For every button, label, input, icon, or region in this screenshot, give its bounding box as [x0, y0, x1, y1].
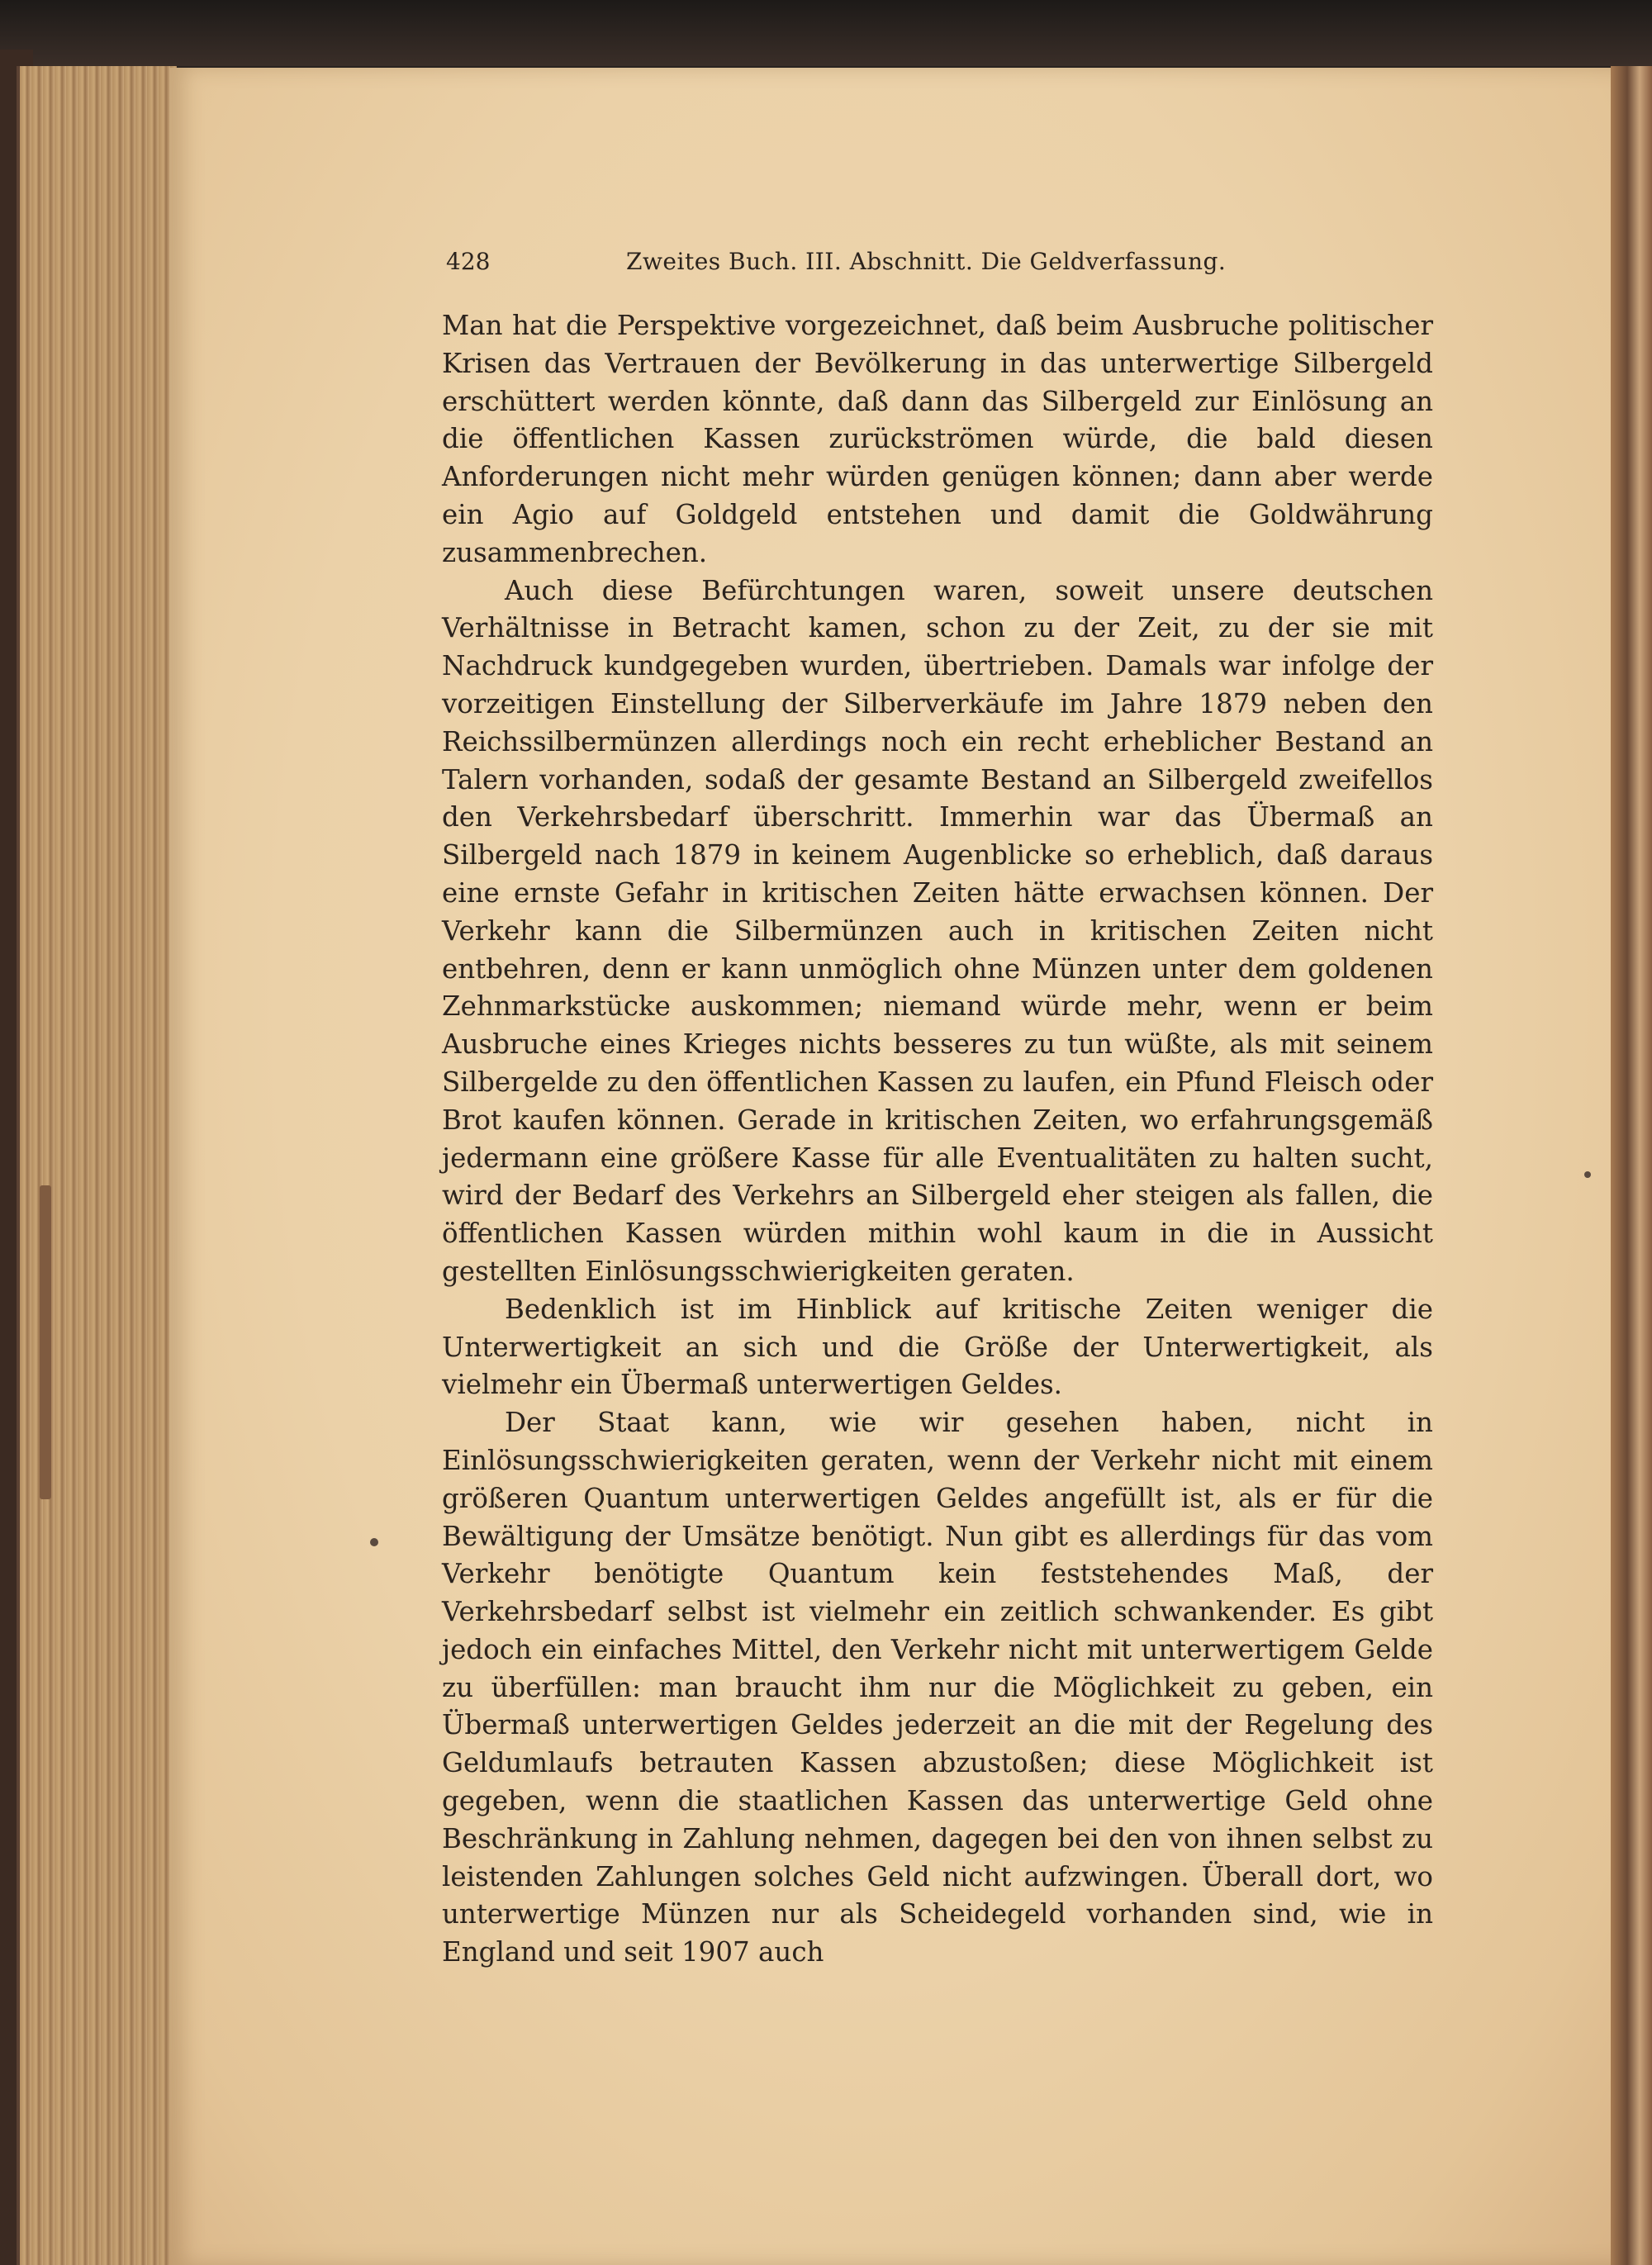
page-header: [446, 248, 1520, 284]
paragraph: Der Staat kann, wie wir gesehen haben, nicht in Einlösungsschwierigkeiten geraten, wenn der Verkehr nicht mit einem größeren Quantum unterwertigen Geldes angefüllt ist, als er für die Bewältigung der Umsätze benötigt. Nun gibt es allerdings für das vom Verkehr benötigte Quantum kein feststehendes Maß, der Verkehrsbedarf selbst ist vielmehr ein zeitlich schwankender. Es gibt jedoch ein einfaches Mittel, den Verkehr nicht mit unterwertigem Gelde zu überfüllen: man braucht ihm nur die Möglichkeit zu geben, ein Übermaß unterwertigen Geldes jederzeit an die mit der Regelung des Geldumlaufs betrauten Kassen abzustoßen; diese Möglichkeit ist gegeben, wenn die staatlichen Kassen das unterwertige Geld ohne Beschränkung in Zahlung nehmen, dagegen bei den von ihnen selbst zu leistenden Zahlungen solches Geld nicht aufzwingen. Überall dort, wo unterwertige Münzen nur als Scheidegeld vorhanden sind, wie in England und seit 1907 auch: [442, 1407, 1433, 1968]
page-stack-edge: [17, 66, 177, 2265]
book-cover-top-edge: [0, 0, 1652, 66]
binding-tab: [40, 1185, 51, 1499]
page-number: 428: [446, 248, 491, 275]
ink-speck: [1584, 1171, 1591, 1178]
ink-speck: [370, 1538, 378, 1546]
book-gutter: [1611, 66, 1652, 2265]
running-head: Zweites Buch. III. Abschnitt. Die Geldverfassung.: [626, 248, 1227, 275]
body-text: [442, 307, 1433, 1972]
paragraph: Auch diese Befürchtungen waren, soweit unsere deutschen Verhältnisse in Betracht kamen, schon zu der Zeit, zu der sie mit Nachdruck kundgegeben wurden, übertrieben. Damals war infolge der vorzeitigen Einstellung der Silberverkäufe im Jahre 1879 neben den Reichssilbermünzen allerdings noch ein recht erheblicher Bestand an Talern vorhanden, sodaß der gesamte Bestand an Silbergeld zweifellos den Verkehrsbedarf überschritt. Immerhin war das Übermaß an Silbergeld nach 1879 in keinem Augenblicke so erheblich, daß daraus eine ernste Gefahr in kritischen Zeiten hätte erwachsen können. Der Verkehr kann die Silbermünzen auch in kritischen Zeiten nicht entbehren, denn er kann unmöglich ohne Münzen unter dem goldenen Zehnmarkstücke auskommen; niemand würde mehr, wenn er beim Ausbruche eines Krieges nichts besseres zu tun wüßte, als mit seinem Silbergelde zu den öffentlichen Kassen zu laufen, ein Pfund Fleisch oder Brot kaufen können. Gerade in kritischen Zeiten, wo erfahrungsgemäß jedermann eine größere Kasse für alle Eventualitäten zu halten sucht, wird der Bedarf des Verkehrs an Silbergeld eher steigen als fallen, die öffentlichen Kassen würden mithin wohl kaum in die in Aussicht gestellten Einlösungsschwierigkeiten geraten.: [442, 574, 1433, 1287]
paragraph: Man hat die Perspektive vorgezeichnet, daß beim Ausbruche politischer Krisen das Vertrauen der Bevölkerung in das unterwertige Silbergeld erschüttert werden könnte, daß dann das Silbergeld zur Einlösung an die öffentlichen Kassen zurückströmen würde, die bald diesen Anforderungen nicht mehr würden genügen können; dann aber werde ein Agio auf Goldgeld entstehen und damit die Goldwährung zusammenbrechen.: [442, 310, 1433, 568]
paragraph: Bedenklich ist im Hinblick auf kritische Zeiten weniger die Unterwertigkeit an sich und die Größe der Unterwertigkeit, als vielmehr ein Übermaß unterwertigen Geldes.: [442, 1293, 1433, 1401]
